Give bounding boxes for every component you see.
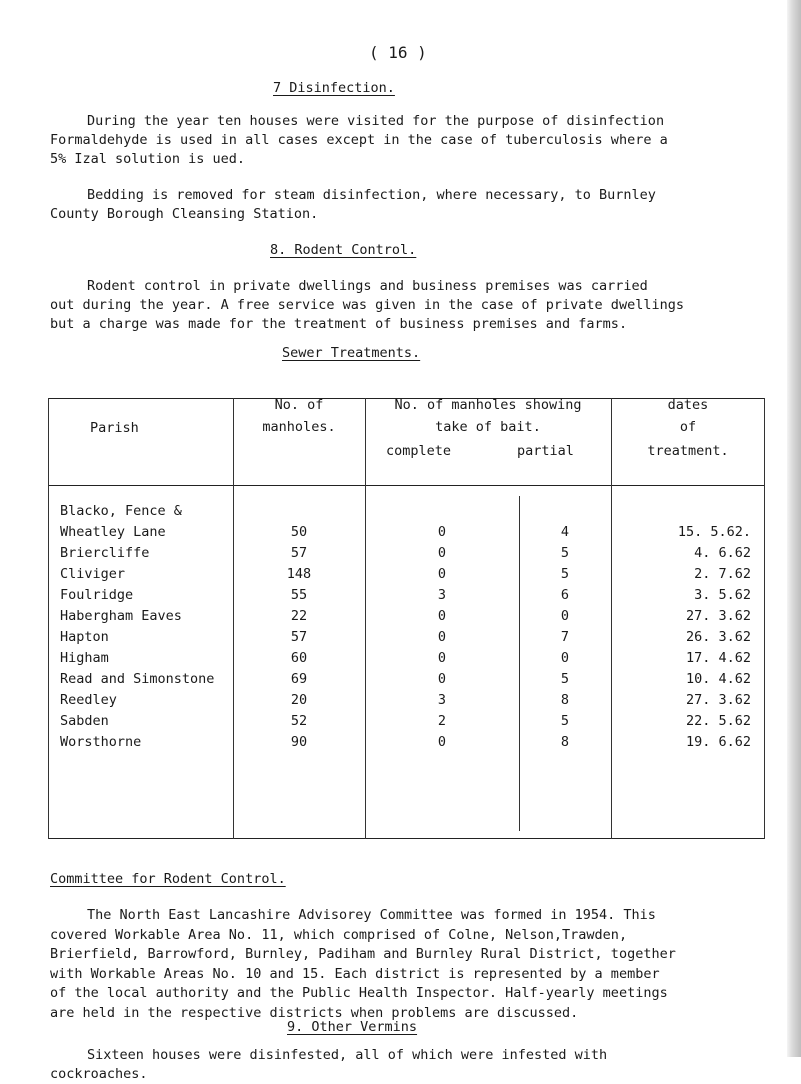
table-cell-parish: Worsthorne <box>60 734 142 750</box>
header-manholes-line1: No. of <box>274 397 324 413</box>
table-cell-date: 22. 5.62 <box>685 713 751 729</box>
table-cell-date: 3. 5.62 <box>694 587 751 603</box>
table-cell-parish: Higham <box>60 650 109 666</box>
table-rule-bottom <box>48 838 765 839</box>
text-line: Brierfield, Barrowford, Burnley, Padiham and Burnley Rural District, together <box>50 946 676 962</box>
table-cell-complete: 3 <box>437 587 447 603</box>
text-line: During the year ten houses were visited for the purpose of disinfection <box>87 113 665 129</box>
section-heading-other-vermins: 9. Other Vermins <box>287 1019 418 1035</box>
table-cell-parish: Briercliffe <box>60 545 150 561</box>
text-line: but a charge was made for the treatment of business premises and farms. <box>50 316 628 332</box>
table-cell-partial: 5 <box>560 545 570 561</box>
header-manholes-line2: manholes. <box>262 419 336 435</box>
table-cell-complete: 0 <box>437 545 447 561</box>
table-cell-date: 27. 3.62 <box>685 692 751 708</box>
text-line: Bedding is removed for steam disinfection, where necessary, to Burnley <box>87 187 656 203</box>
header-dates-line2: of <box>679 419 697 435</box>
header-parish: Parish <box>90 420 139 436</box>
table-cell-manholes: 55 <box>290 587 308 603</box>
section-heading-committee: Committee for Rodent Control. <box>50 871 286 887</box>
table-cell-manholes: 20 <box>290 692 308 708</box>
text-line: The North East Lancashire Advisorey Committee was formed in 1954. This <box>87 907 656 923</box>
table-cell-parish: Reedley <box>60 692 117 708</box>
table-cell-parish: Read and Simonstone <box>60 671 215 687</box>
table-cell-complete: 0 <box>437 650 447 666</box>
rodent-control-paragraph <box>50 277 770 334</box>
header-showing-line1: No. of manholes showing <box>394 397 582 413</box>
table-cell-complete: 0 <box>437 566 447 582</box>
header-dates-line1: dates <box>667 397 709 413</box>
text-line: Rodent control in private dwellings and business premises was carried <box>87 278 648 294</box>
table-cell-date: 19. 6.62 <box>685 734 751 750</box>
table-cell-date: 17. 4.62 <box>685 650 751 666</box>
table-cell-complete: 0 <box>437 524 447 540</box>
header-showing-line2: take of bait. <box>435 419 541 435</box>
table-cell-parish: Foulridge <box>60 587 134 603</box>
other-vermins-paragraph <box>50 1046 770 1084</box>
text-line: of the local authority and the Public Health Inspector. Half-yearly meetings <box>50 985 668 1001</box>
disinfection-paragraph-1 <box>50 112 770 169</box>
table-cell-parish: Wheatley Lane <box>60 524 166 540</box>
table-cell-partial: 5 <box>560 713 570 729</box>
text-line: covered Workable Area No. 11, which comprised of Colne, Nelson,Trawden, <box>50 926 628 943</box>
section-heading-disinfection: 7 Disinfection. <box>273 80 395 96</box>
table-cell-manholes: 69 <box>290 671 308 687</box>
table-cell-date: 15. 5.62. <box>677 524 751 540</box>
header-dates-line3: treatment. <box>647 443 729 459</box>
table-cell-manholes: 148 <box>286 566 312 582</box>
text-line: with Workable Areas No. 10 and 15. Each district is represented by a member <box>50 965 660 982</box>
committee-paragraph <box>50 906 770 1023</box>
text-line: cockroaches. <box>50 1066 148 1082</box>
table-cell-partial: 8 <box>560 692 570 708</box>
table-cell-parish: Habergham Eaves <box>60 608 182 624</box>
table-cell-parish: Cliviger <box>60 566 126 582</box>
text-line: Sixteen houses were disinfested, all of which were infested with <box>87 1047 608 1063</box>
text-line: are held in the respective districts when problems are discussed. <box>50 1004 579 1021</box>
table-cell-parish: Sabden <box>60 713 109 729</box>
text-line: County Borough Cleansing Station. <box>50 206 319 222</box>
table-cell-partial: 0 <box>560 650 570 666</box>
table-cell-partial: 4 <box>560 524 570 540</box>
sewer-treatments-table <box>48 398 765 840</box>
page-edge-shadow <box>787 0 801 1057</box>
table-cell-date: 10. 4.62 <box>685 671 751 687</box>
table-cell-partial: 8 <box>560 734 570 750</box>
table-cell-manholes: 57 <box>290 629 308 645</box>
page-number: ( 16 ) <box>369 43 427 62</box>
table-cell-parish: Blacko, Fence & <box>60 503 182 519</box>
table-cell-complete: 0 <box>437 608 447 624</box>
table-cell-complete: 2 <box>437 713 447 729</box>
table-cell-complete: 0 <box>437 734 447 750</box>
table-cell-partial: 5 <box>560 671 570 687</box>
table-cell-partial: 6 <box>560 587 570 603</box>
table-cell-complete: 0 <box>437 671 447 687</box>
table-cell-manholes: 60 <box>290 650 308 666</box>
table-cell-date: 26. 3.62 <box>685 629 751 645</box>
table-cell-manholes: 52 <box>290 713 308 729</box>
table-cell-manholes: 57 <box>290 545 308 561</box>
table-cell-complete: 0 <box>437 629 447 645</box>
table-cell-partial: 7 <box>560 629 570 645</box>
table-rule-left <box>48 398 49 839</box>
table-cell-partial: 5 <box>560 566 570 582</box>
disinfection-paragraph-2 <box>50 186 770 224</box>
table-cell-manholes: 22 <box>290 608 308 624</box>
header-partial: partial <box>517 443 574 459</box>
table-cell-date: 4. 6.62 <box>694 545 751 561</box>
text-line: 5% Izal solution is ued. <box>50 151 246 167</box>
table-cell-complete: 3 <box>437 692 447 708</box>
subheading-sewer-treatments: Sewer Treatments. <box>282 345 421 361</box>
table-cell-date: 27. 3.62 <box>685 608 751 624</box>
table-rule-right <box>764 398 765 839</box>
table-cell-manholes: 50 <box>290 524 308 540</box>
section-heading-rodent-control: 8. Rodent Control. <box>270 242 417 258</box>
table-cell-date: 2. 7.62 <box>694 566 751 582</box>
table-rule-header <box>48 485 765 486</box>
table-cell-parish: Hapton <box>60 629 109 645</box>
header-complete: complete <box>386 443 452 459</box>
text-line: Formaldehyde is used in all cases except in the case of tuberculosis where a <box>50 132 668 148</box>
table-cell-manholes: 90 <box>290 734 308 750</box>
table-cell-partial: 0 <box>560 608 570 624</box>
text-line: out during the year. A free service was given in the case of private dwellings <box>50 297 684 313</box>
